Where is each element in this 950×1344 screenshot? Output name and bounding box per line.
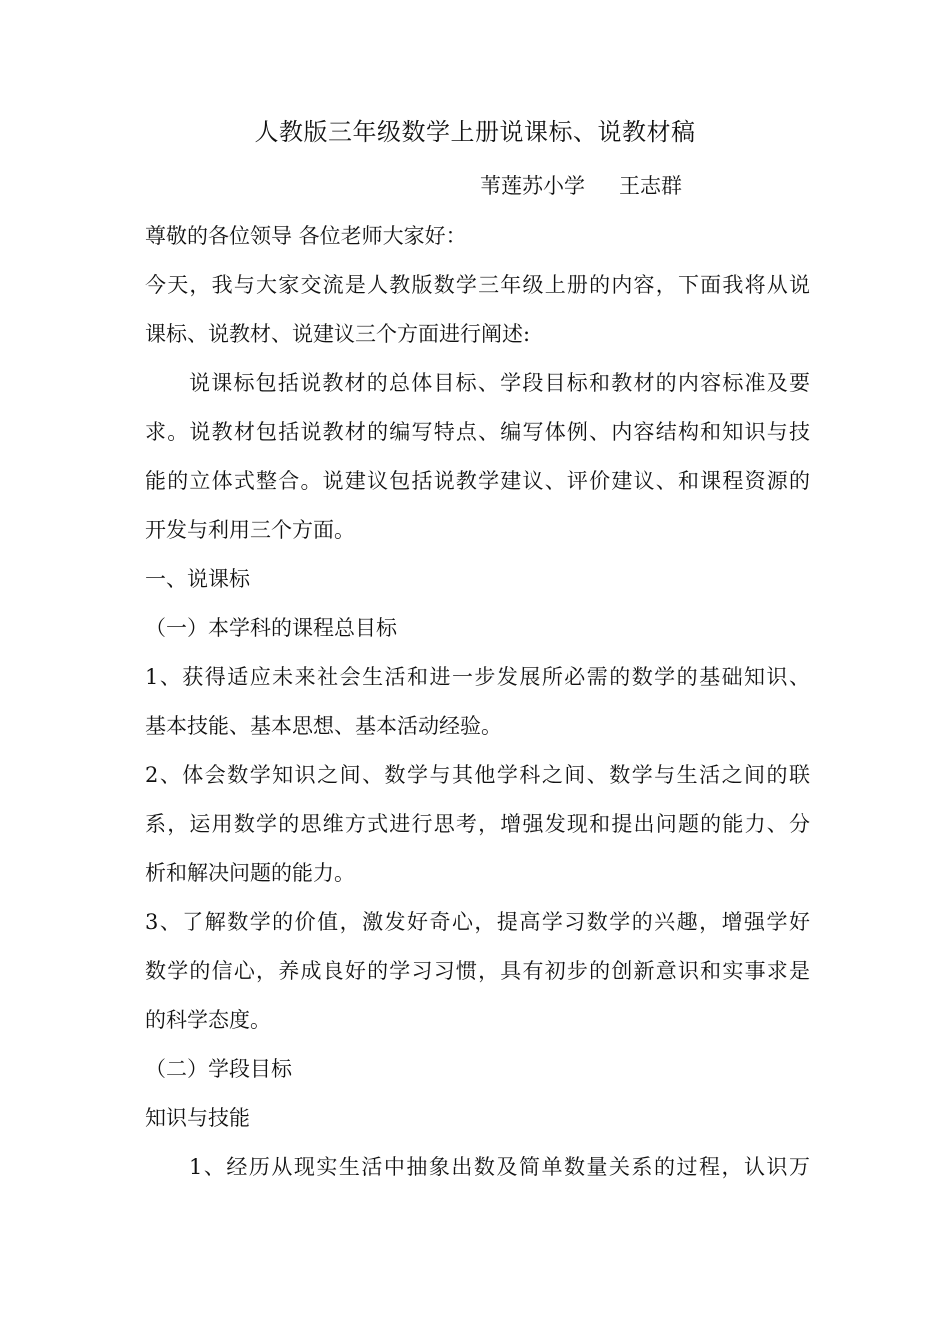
goal-3-line-2: 数学的信心，养成良好的学习习惯，具有初步的创新意识和实事求是 bbox=[145, 959, 810, 983]
greeting-line: 尊敬的各位领导 各位老师大家好： bbox=[145, 224, 467, 248]
intro-line-2: 课标、说教材、说建议三个方面进行阐述: bbox=[145, 322, 531, 346]
goal-3-line-3: 的科学态度。 bbox=[145, 1008, 271, 1032]
document-title: 人教版三年级数学上册说课标、说教材稿 bbox=[254, 118, 696, 146]
intro-line-1: 今天，我与大家交流是人教版数学三年级上册的内容，下面我将从说 bbox=[145, 273, 810, 297]
subsection-heading-1: （一）本学科的课程总目标 bbox=[145, 616, 397, 640]
goal-3-line-1: 3、了解数学的价值，激发好奇心，提高学习数学的兴趣，增强学好 bbox=[145, 910, 810, 934]
paragraph-line-1: 说课标包括说教材的总体目标、学段目标和教材的内容标准及要 bbox=[189, 371, 810, 395]
goal-1-line-2: 基本技能、基本思想、基本活动经验。 bbox=[145, 714, 502, 738]
author-line bbox=[480, 170, 682, 202]
author-name: 王志群 bbox=[619, 174, 682, 198]
paragraph-line-4: 开发与利用三个方面。 bbox=[145, 518, 355, 542]
goal-2-line-1: 2、体会数学知识之间、数学与其他学科之间、数学与生活之间的联 bbox=[145, 763, 810, 787]
paragraph-line-2: 求。说教材包括说教材的编写特点、编写体例、内容结构和知识与技 bbox=[145, 420, 810, 444]
goal-2-line-3: 析和解决问题的能力。 bbox=[145, 861, 355, 885]
section-heading-1: 一、说课标 bbox=[145, 567, 250, 591]
paragraph-line-3: 能的立体式整合。说建议包括说教学建议、评价建议、和课程资源的 bbox=[145, 469, 810, 493]
subsection-heading-2: （二）学段目标 bbox=[145, 1057, 292, 1081]
school-name: 苇莲苏小学 bbox=[480, 174, 585, 198]
stage-goal-1-line-1: 1、经历从现实生活中抽象出数及简单数量关系的过程，认识万 bbox=[189, 1155, 810, 1179]
goal-1-line-1: 1、获得适应未来社会生活和进一步发展所必需的数学的基础知识、 bbox=[145, 665, 810, 689]
goal-2-line-2: 系，运用数学的思维方式进行思考，增强发现和提出问题的能力、分 bbox=[145, 812, 810, 836]
knowledge-skills-heading: 知识与技能 bbox=[145, 1106, 250, 1130]
